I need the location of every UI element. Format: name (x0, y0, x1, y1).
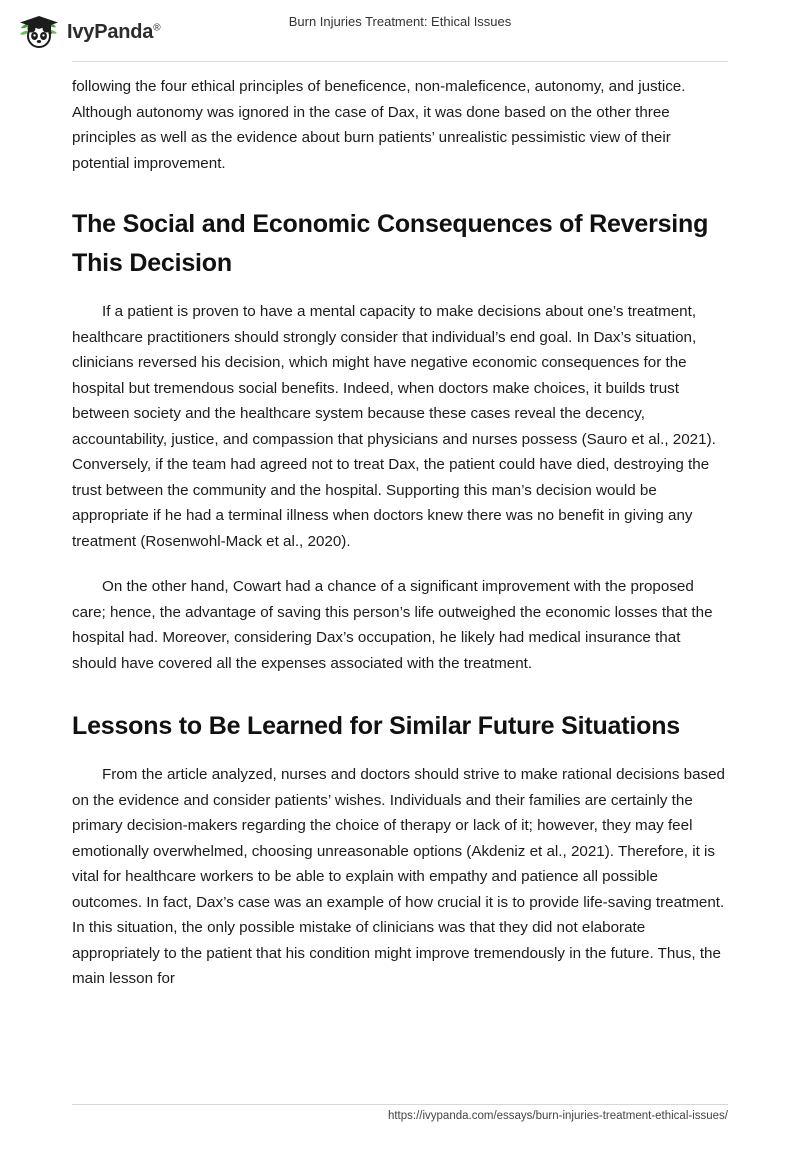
registered-mark: ® (153, 21, 161, 33)
document-title: Burn Injuries Treatment: Ethical Issues (288, 14, 512, 29)
brand-name: IvyPanda® (67, 20, 161, 43)
footer-divider (72, 1104, 728, 1105)
paragraph: On the other hand, Cowart had a chance of a significant improvement with the proposed care; hence, the advantage of saving this person’s life outweighed the economic losses that the hospital had. Moreover, considering Dax’s occupation, he likely had medical insurance that should have covered all the expenses associated with the treatment. (72, 578, 713, 672)
paragraph-continuation: following the four ethical principles of beneficence, non-maleficence, autonomy, and justice. Although autonomy was ignored in the case of Dax, it was done based on the other three principles as well as the evidence about burn patients’ unrealistic pessimistic view of their potential improvement. (72, 78, 686, 172)
paragraph: If a patient is proven to have a mental capacity to make decisions about one’s treatment, healthcare practitioners should strongly consider that individual’s end goal. In Dax’s situation, clinicians reversed his decision, which might have negative economic consequences for the hospital but tremendous social benefits. Indeed, when doctors make choices, it builds trust between society and the healthcare system because these cases reveal the decency, accountability, justice, and compassion that physicians and nurses possess (Sauro et al., 2021). Conversely, if the team had agreed not to treat Dax, the patient could have died, destroying the trust between the community and the hospital. Supporting this man’s decision would be appropriate if he had a terminal illness when doctors knew there was no benefit in giving any treatment (Rosenwohl-Mack et al., 2020). (72, 303, 716, 550)
header-divider (72, 61, 728, 62)
section-heading-lessons-learned: Lessons to Be Learned for Similar Future Situations (72, 712, 680, 740)
page-header (0, 0, 800, 62)
footer-source-url[interactable]: https://ivypanda.com/essays/burn-injuries-treatment-ethical-issues/ (387, 1110, 728, 1122)
section-heading-social-economic-consequences: The Social and Economic Consequences of Reversing This Decision (72, 210, 709, 277)
paragraph: From the article analyzed, nurses and doctors should strive to make rational decisions based on the evidence and consider patients’ wishes. Individuals and their families are certainly the primary decision-makers regarding the choice of therapy or lack of it; however, they may feel emotionally overwhelmed, choosing unreasonable options (Akdeniz et al., 2021). Therefore, it is vital for healthcare workers to be able to explain with empathy and patience all possible outcomes. In fact, Dax’s case was an example of how crucial it is to provide life-saving treatment. In this situation, the only possible mistake of clinicians was that they did not elaborate appropriately to the patient that his condition might improve tremendously in the future. Thus, the main lesson for (72, 766, 726, 987)
document-body (72, 74, 728, 992)
